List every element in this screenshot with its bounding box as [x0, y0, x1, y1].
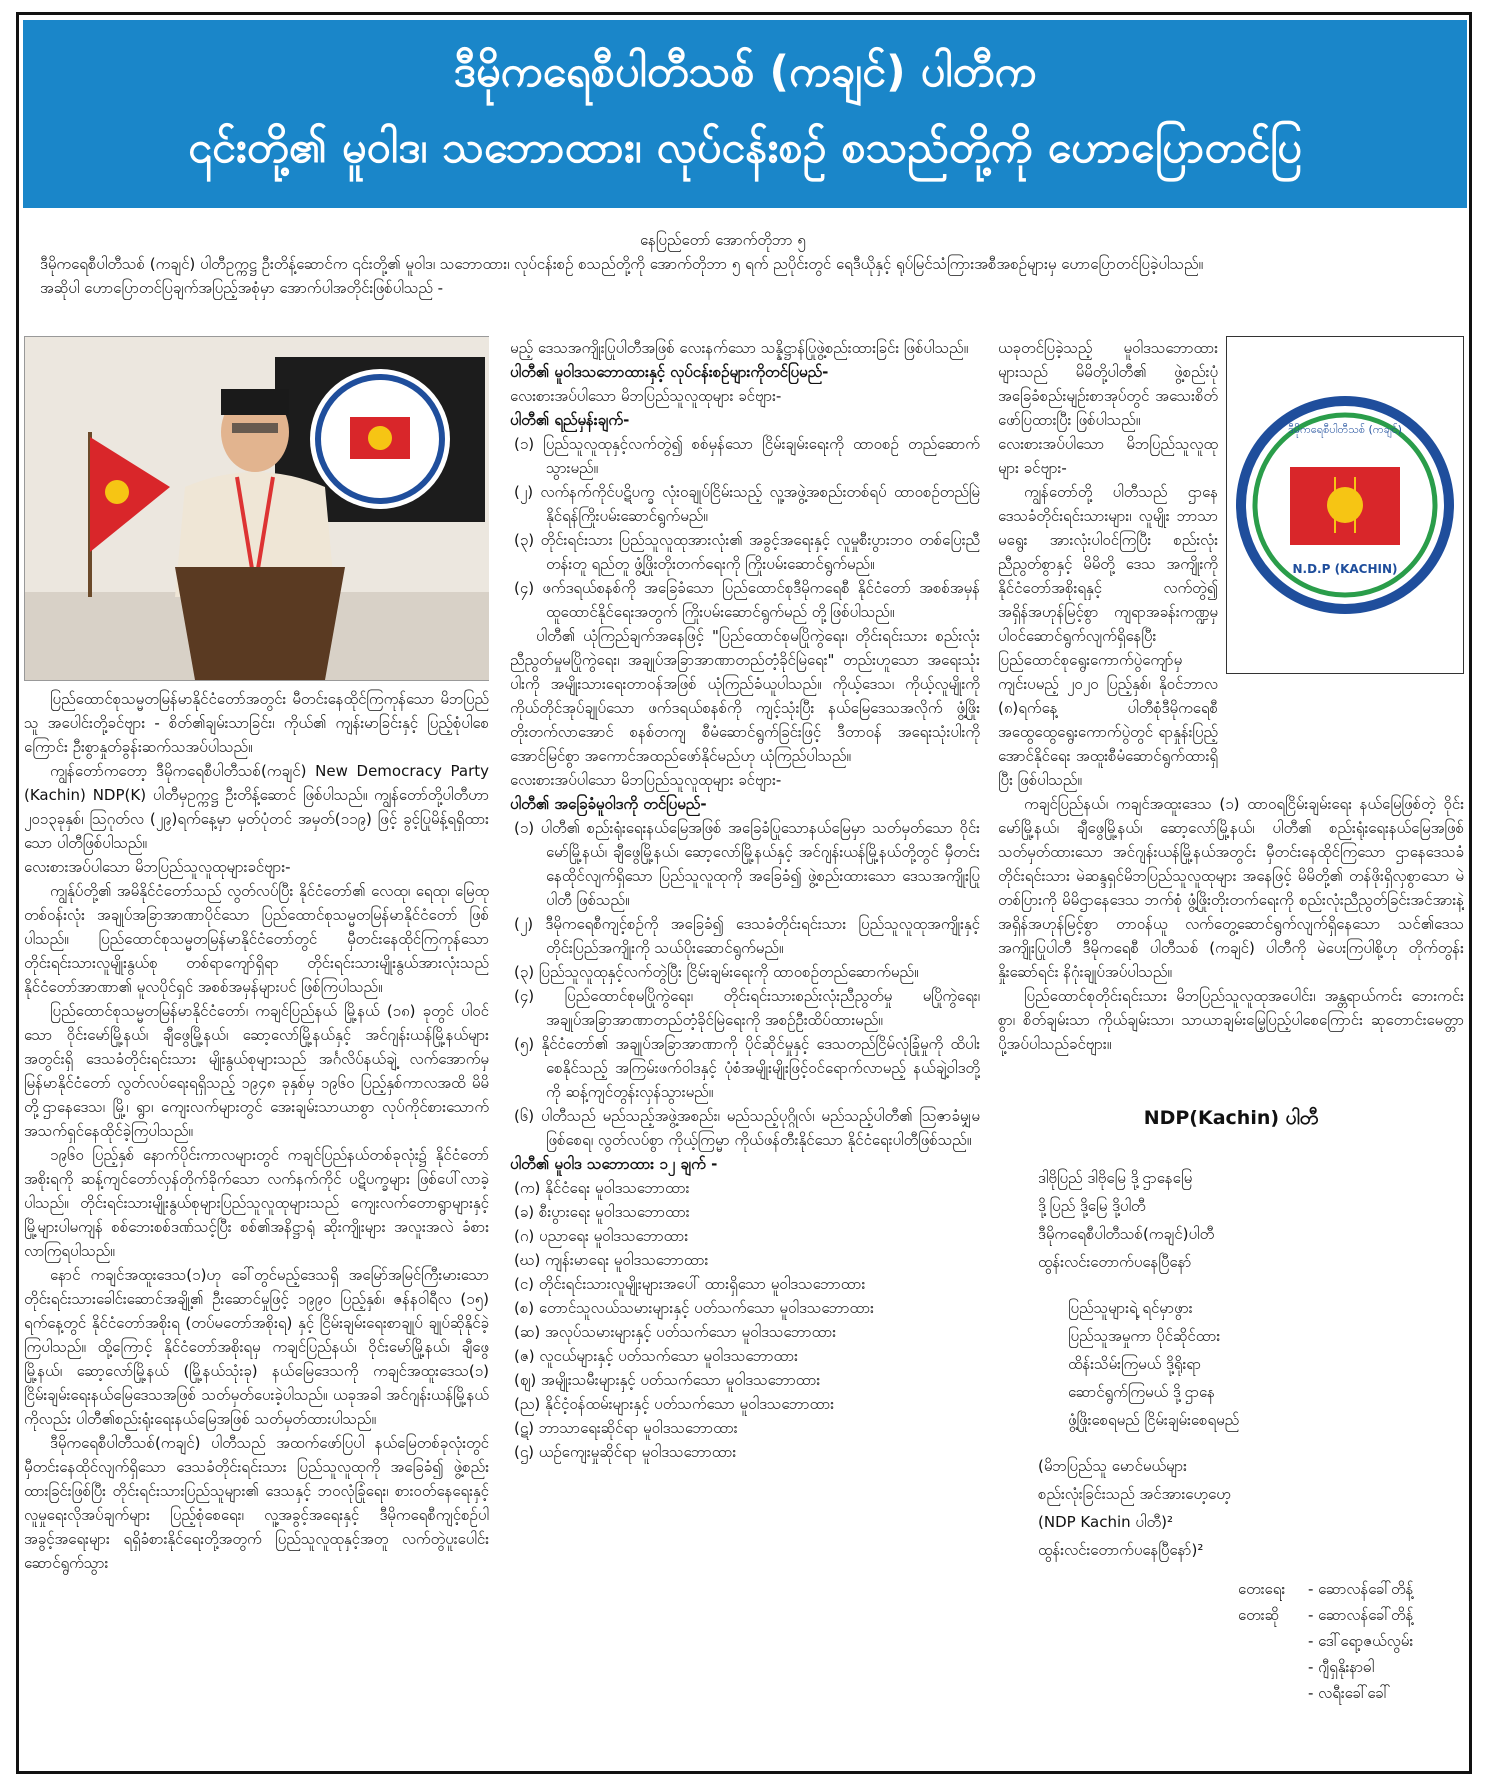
col2-list-item: (ဋ) ဘာသာရေးဆိုင်ရာ မူဝါဒသဘောထား [514, 1419, 738, 1437]
stanza-3-line: (NDP Kachin ပါတီ)² [1038, 1513, 1174, 1531]
col2-paragraph: ပါတီ၏ ယုံကြည်ချက်အနေဖြင့် "ပြည်ထောင်စုမပြိုကွဲရေး၊ တိုင်းရင်းသား စည်းလုံးညီညွတ်မှုမပြိုကွဲရေး၊ အချုပ်အခြာအာဏာတည်တံ့ခိုင်မြဲရေး" တည်းဟူသော အရေးသုံးပါးကို အမျိုးသားရေးတာဝန်အဖြစ် ယုံကြည်ခံယူပါသည်။ ကိုယ့်ဒေသ၊ ကိုယ့်လူမျိုးကို ကိုယ်တိုင်အုပ်ချုပ်သော ဖက်ဒရယ်စနစ်ကို ကျင့်သုံးပြီး နယ်မြေဒေသအလိုက် ဖွံ့ဖြိုးတိုးတက်လာအောင် စနစ်တကျ စီမံဆောင်ရွက်ခြင်းဖြင့် ဒီတာဝန် အရေးသုံးပါးကို အောင်မြင်စွာ အကောင်အထည်ဖော်နိုင်မည်ဟု ယုံကြည်ပါသည်။ [510, 627, 980, 765]
col2-list-item: (ဂ) ပညာရေး မူဝါဒသဘောထား [514, 1227, 689, 1245]
credit-role: တေးဆို [1238, 1606, 1280, 1624]
logo-bottom-text: N.D.P (KACHIN) [1292, 562, 1398, 576]
col2-list-item: (၂) လက်နက်ကိုင်ပဋိပက္ခ လုံးဝချုပ်ငြိမ်းသည့် လူ့အဖွဲ့အစည်းတစ်ရပ် ထာဝစဉ်တည်မြဲနိုင်ရန်ကြိုးပမ်းဆောင်ရွက်မည်။ [514, 483, 980, 525]
stanza-1-line: ထွန်းလင်းတောက်ပနေပြီနော် [1038, 1253, 1192, 1271]
dateline: နေပြည်တော် အောက်တိုဘာ ၅ [640, 231, 806, 249]
stanza-3-line: စည်းလုံးခြင်းသည် အင်အားဟေ့ဟေ့ [1038, 1485, 1231, 1503]
col2-list-item: (ခ) စီးပွားရေး မူဝါဒသဘောထား [514, 1203, 690, 1221]
col1-paragraph: ပြည်ထောင်စုသမ္မတမြန်မာနိုင်ငံတော်၊ ကချင်ပြည်နယ် မြို့နယ် (၁၈) ခုတွင် ပါဝင်သော ဝိုင်းမော်မြို့နယ်၊ ချီဖွေမြို့နယ်၊ ဆော့လော်မြို့နယ်နှင့် အင်ဂျန်းယန်မြို့နယ်များအတွင်းရှိ ဒေသခံတိုင်းရင်းသား မျိုးနွယ်စုများသည် အင်္ဂလိပ်နယ်ချဲ့ လက်အောက်မှ မြန်မာနိုင်ငံတော် လွတ်လပ်ရေးရရှိသည့် ၁၉၄၈ ခုနှစ်မှ ၁၉၆၀ ပြည့်နှစ်ကာလအထိ မိမိတို့ဌာနေဒေသ၊ မြို့၊ ရွာ၊ ကျေးလက်များတွင် အေးချမ်းသာယာစွာ လုပ်ကိုင်စားသောက် အသက်ရှင်နေထိုင်ခဲ့ကြပါသည်။ [24, 1002, 489, 1140]
col1-paragraph: လေးစားအပ်ပါသော မိဘပြည်သူလူထုများခင်ဗျား- [24, 858, 291, 876]
credit-name: - ဆောလန်ခေါ်တိန့် [1308, 1580, 1414, 1598]
col2-list-item: (ဌ) ယဉ်ကျေးမှုဆိုင်ရာ မူဝါဒသဘောထား [514, 1443, 737, 1461]
col2-list-item: (စ) တောင်သူလယ်သမားများနှင့် ပတ်သက်သော မူဝါဒသဘောထား [514, 1299, 874, 1317]
col1-paragraph: ဒီမိုကရေစီပါတီသစ်(ကချင်) ပါတီသည် အထက်ဖော်ပြပါ နယ်မြေတစ်ခုလုံးတွင် မှီတင်းနေထိုင်လျက်ရှိသော ဒေသခံတိုင်းရင်းသား ပြည်သူလူထုကို အခြေခံ၍ ဖွဲ့စည်းထားခြင်းဖြစ်ပြီး တိုင်းရင်းသားပြည်သူများ၏ ဒေသနှင့် ဘဝလုံခြုံရေး၊ စားဝတ်နေရေးနှင့် လူမှုရေးလိုအပ်ချက်များ ပြည့်စုံစေရေး၊ လူ့အခွင့်အရေးနှင့် ဒီမိုကရေစီကျင့်စဉ်ပါ အခွင့်အရေးများ ရရှိခံစားနိုင်ရေးတို့အတွက် ပြည်သူလူထုနှင့်အတူ လက်တွဲပူးပေါင်း ဆောင်ရွက်သွား [24, 1434, 489, 1572]
headline-banner [23, 20, 1467, 208]
col2-subheading: ပါတီ၏ မူဝါဒသဘောထားနှင့် လုပ်ငန်းစဉ်များကိုတင်ပြမည်- [510, 363, 829, 381]
col2-list-item: (၅) နိုင်ငံတော်၏ အချုပ်အခြာအာဏာကို ပိုင်ဆိုင်မှုနှင့် ဒေသတည်ငြိမ်လုံခြုံမှုကို ထိပါးစေနိုင်သည့် အကြမ်းဖက်ဝါဒနှင့် ပုံစံအမျိုးမျိုးဖြင့်ဝင်ရောက်လာမည့် နယ်ချဲ့ဝါဒတို့ကို ဆန့်ကျင်တွန်းလှန်သွားမည်။ [514, 1035, 980, 1101]
credit-row [1238, 1576, 1464, 1602]
col2-list-item: (ဈ) အမျိုးသမီးများနှင့် ပတ်သက်သော မူဝါဒသဘောထား [514, 1371, 821, 1389]
intro [40, 228, 1450, 300]
intro-paragraph-1: ဒီမိုကရေစီပါတီသစ် (ကချင်) ပါတီဥက္ကဋ္ဌ ဦးတိန့်ဆောင်က ၎င်းတို့၏ မူဝါဒ၊ သဘောထား၊ လုပ်ငန်းစဉ် စသည်တို့ကို အောက်တိုဘာ ၅ ရက် ညပိုင်းတွင် ရေဒီယိုနှင့် ရုပ်မြင်သံကြားအစီအစဉ်များမှ ဟောပြောတင်ပြခဲ့ပါသည်။ [40, 255, 1204, 273]
headline-line-2: ၎င်းတို့၏ မူဝါဒ၊ သဘောထား၊ လုပ်ငန်းစဉ် စသည်တို့ကို ဟောပြောတင်ပြ [188, 123, 1302, 173]
col1-paragraph: နောင် ကချင်အထူးဒေသ(၁)ဟု ခေါ်တွင်မည့်ဒေသရှိ အမြော်အမြင်ကြီးမားသော တိုင်းရင်းသားခေါင်းဆောင်အချို့၏ ဦးဆောင်မှုဖြင့် ၁၉၉၀ ပြည့်နှစ်၊ ဇန်နဝါရီလ (၁၅) ရက်နေ့တွင် နိုင်ငံတော်အစိုးရ (တပ်မတော်အစိုးရ) နှင့် ငြိမ်းချမ်းရေးစာချုပ် ချုပ်ဆိုနိုင်ခဲ့ကြပါသည်။ ထို့ကြောင့် နိုင်ငံတော်အစိုးရမှ ကချင်ပြည်နယ်၊ ဝိုင်းမော်မြို့နယ်၊ ချီဖွေမြို့နယ်၊ ဆော့လော်မြို့နယ် (မြို့နယ်သုံးခု) နယ်မြေဒေသကို ကချင်အထူးဒေသ(၁) ငြိမ်းချမ်းရေးနယ်မြေဒေသအဖြစ် သတ်မှတ်ပေးခဲ့ပါသည်။ ယခုအခါ အင်ဂျန်းယန်မြို့နယ်ကိုလည်း ပါတီ၏စည်းရုံးရေးနယ်မြေအဖြစ် သတ်မှတ်ထားပါသည်။ [24, 1266, 489, 1428]
col1-paragraph: ပြည်ထောင်စုသမ္မတမြန်မာနိုင်ငံတော်အတွင်း မီတင်းနေထိုင်ကြကုန်သော မိဘပြည်သူ အပေါင်းတို့ခင်ဗျား - စိတ်၏ချမ်းသာခြင်း၊ ကိုယ်၏ ကျန်းမာခြင်းနှင့် ပြည့်စုံပါစေကြောင်း ဦးစွာနှုတ်ခွန်းဆက်သအပ်ပါသည်။ [24, 690, 489, 756]
col3-paragraph-2: လေးစားအပ်ပါသော မိဘပြည်သူလူထုများ ခင်ဗျား- [998, 435, 1218, 477]
col2-list-item: (၃) ပြည်သူလူထုနှင့်လက်တွဲပြီး ငြိမ်းချမ်းရေးကို ထာဝစဉ်တည်ဆောက်မည်။ [514, 963, 919, 981]
credit-name: - ဂျီရှနိုးနာဓါ [1308, 1658, 1375, 1676]
song-stanza-2 [1068, 1294, 1464, 1434]
headline-line-1: ဒီမိုကရေစီပါတီသစ် (ကချင်) ပါတီက [453, 47, 1037, 97]
column-2-body [510, 336, 980, 1464]
col2-list-item: (က) နိုင်ငံရေး မူဝါဒသဘောထား [514, 1179, 690, 1197]
col2-list-item: (၁) ပါတီ၏ စည်းရုံးရေးနယ်မြေအဖြစ် အခြေခံပြုသောနယ်မြေမှာ သတ်မှတ်သော ဝိုင်းမော်မြို့နယ်၊ ချီဖွေမြို့နယ်၊ ဆော့လော်မြို့နယ်နှင့် အင်ဂျန်းယန်မြို့နယ်တို့တွင် မှီတင်းနေထိုင်လျက်ရှိသော ပြည်သူလူထုကို အခြေခံ၍ ဖွဲ့စည်းထားသော ဒေသအကျိုးပြုပါတီ ဖြစ်သည်။ [514, 819, 980, 909]
credit-role: တေးရေး [1238, 1580, 1286, 1598]
signature-title: NDP(Kachin) ပါတီ [1143, 1107, 1319, 1129]
column-3 [998, 336, 1464, 1756]
col2-list-item: (ဃ) ကျန်းမာရေး မူဝါဒသဘောထား [514, 1251, 709, 1269]
stanza-1-line: ဒါဗိုပြည် ဒါဗိုမြေ ဒို့ဌာနေမြေ [1038, 1169, 1193, 1187]
speaker-photo [24, 336, 489, 681]
col2-subheading: ပါတီ၏ အခြေခံမူဝါဒကို တင်ပြမည်- [510, 795, 707, 813]
col2-list-item: (ဆ) အလုပ်သမားများနှင့် ပတ်သက်သော မူဝါဒသဘောထား [514, 1323, 837, 1341]
stanza-1-line: ဒီမိုကရေစီပါတီသစ်(ကချင်)ပါတီ [1038, 1225, 1215, 1243]
col3-paragraph-4: ကချင်ပြည်နယ်၊ ကချင်အထူးဒေသ (၁) ထာဝရငြိမ်းချမ်းရေး နယ်မြေဖြစ်တဲ့ ဝိုင်းမော်မြို့နယ်၊ ချီဖွေမြို့နယ်၊ ဆော့လော်မြို့နယ်၊ ပါတီ၏ စည်းရုံးရေးနယ်မြေအဖြစ် သတ်မှတ်ထားသော အင်ဂျန်းယန်မြို့နယ်အတွင်း မှီတင်းနေထိုင်ကြသော ဌာနေဒေသခံတိုင်းရင်းသား မဲဆန္ဒရှင်မိဘပြည်သူလူထုများ အနေဖြင့် မိမိတို့၏ တန်ဖိုးရှိလှစွာသော မဲတစ်ပြားကို မိမိဌာနေဒေသ ဘက်စုံ ဖွံ့ဖြိုးတိုးတက်ရေးကို စည်းလုံးညီညွတ်ခြင်းအင်အားနဲ့ အရှိန်အဟုန်မြင့်စွာ တာဝန်ယူ လက်တွေ့ဆောင်ရွက်လျက်ရှိနေသော သင်၏ဒေသအကျိုးပြုပါတီ ဒီမိုကရေစီ ပါတီသစ် (ကချင်) ပါတီကို မဲပေးကြပါစို့ဟု တိုက်တွန်းနှိုးဆော်ရင်း နိဂုံးချုပ်အပ်ပါသည်။ [998, 795, 1464, 981]
stanza-3-line: (မိဘပြည်သူ မောင်မယ်များ [1038, 1457, 1187, 1475]
stanza-1-line: ဒို့ပြည် ဒို့မြေ ဒို့ပါတီ [1038, 1197, 1146, 1215]
credit-name: - ဆောလန်ခေါ်တိန့် [1308, 1606, 1414, 1624]
col2-list-item: (၆) ပါတီသည် မည်သည့်အဖွဲ့အစည်း၊ မည်သည့်ပုဂ္ဂိုလ်၊ မည်သည့်ပါတီ၏ ဩဇာခံမျှမဖြစ်စေရ၊ လွတ်လပ်စွာ ကိုယ့်ကြမ္မာ ကိုယ်ဖန်တီးနိုင်သော နိုင်ငံရေးပါတီဖြစ်သည်။ [514, 1107, 980, 1149]
col2-paragraph: မည့် ဒေသအကျိုးပြုပါတီအဖြစ် လေးနက်သော သန္နိဋ္ဌာန်ပြုဖွဲ့စည်းထားခြင်း ဖြစ်ပါသည်။ [510, 339, 969, 357]
party-logo [1232, 355, 1458, 655]
song-stanza-3 [1038, 1452, 1464, 1564]
intro-paragraph-2: အဆိုပါ ဟောပြောတင်ပြချက်အပြည့်အစုံမှာ အောက်ပါအတိုင်းဖြစ်ပါသည် - [40, 279, 444, 297]
col2-list-item: (၁) ပြည်သူလူထုနှင့်လက်တွဲ၍ စစ်မှန်သော ငြိမ်းချမ်းရေးကို ထာဝစဉ် တည်ဆောက်သွားမည်။ [514, 435, 980, 477]
col2-list-item: (ည) နိုင်ငံ့ဝန်ထမ်းများနှင့် ပတ်သက်သော မူဝါဒသဘောထား [514, 1395, 835, 1413]
col2-list-item: (ဇ) လူငယ်များနှင့် ပတ်သက်သော မူဝါဒသဘောထား [514, 1347, 798, 1365]
song-stanza-1 [1038, 1164, 1464, 1276]
col2-paragraph: လေးစားအပ်ပါသော မိဘပြည်သူလူထုများ ခင်ဗျား- [510, 771, 782, 789]
speaker-photo-illustration [25, 337, 489, 680]
stanza-2-line: ထိန်းသိမ်းကြမယ် ဒို့ရိုးရာ [1068, 1355, 1202, 1373]
col1-paragraph: ကျွန်တော်ကတော့ ဒီမိုကရေစီပါတီသစ်(ကချင်) New Democracy Party (Kachin) NDP(K) ပါတီမှဥက္ကဋ္ဌ ဦးတိန့်ဆောင် ဖြစ်ပါသည်။ ကျွန်တော်တို့ပါတီဟာ ၂၀၁၃ခုနှစ်၊ ဩဂုတ်လ (၂၉)ရက်နေ့မှာ မှတ်ပုံတင် အမှတ်(၁၁၉) ဖြင့် ခွင့်ပြုမိန့်ရရှိထားသော ပါတီဖြစ်ပါသည်။ [24, 762, 489, 852]
column-2 [510, 336, 980, 1756]
col2-list-item: (၄) ပြည်ထောင်စုမပြိုကွဲရေး၊ တိုင်းရင်းသားစည်းလုံးညီညွတ်မှု မပြိုကွဲရေး၊ အချုပ်အခြာအာဏာတည်တံ့ခိုင်မြဲရေးကို အစဉ်ဦးထိပ်ထားမည်။ [514, 987, 980, 1029]
logo-ring-text: ဒီမိုကရေစီပါတီသစ် (ကချင်) [1288, 423, 1402, 436]
column-1-body [24, 687, 489, 1575]
col3-paragraph-5: ပြည်ထောင်စုတိုင်းရင်းသား မိဘပြည်သူလူထုအပေါင်း၊ အန္တရာယ်ကင်း ဘေးကင်းစွာ၊ စိတ်ချမ်းသာ ကိုယ်ချမ်းသာ၊ သာယာချမ်းမြေ့ပြည့်ပါစေကြောင်း ဆုတောင်းမေတ္တာ ပို့အပ်ပါသည်ခင်ဗျား။ [998, 987, 1464, 1053]
stanza-2-line: ပြည်သူအမှုကာ ပိုင်ဆိုင်ထား [1068, 1327, 1221, 1345]
col3-paragraph-1: ယခုတင်ပြခဲ့သည့် မူဝါဒသဘောထားများသည် မိမိတို့ပါတီ၏ ဖွဲ့စည်းပုံ အခြေခံစည်းမျဉ်းစာအုပ်တွင် အသေးစိတ်ဖော်ပြထားပြီး ဖြစ်ပါသည်။ [998, 339, 1218, 429]
column-1 [24, 336, 489, 1756]
col2-list-item: (၂) ဒီမိုကရေစီကျင့်စဉ်ကို အခြေခံ၍ ဒေသခံတိုင်းရင်းသား ပြည်သူလူထုအကျိုးနှင့် တိုင်းပြည်အကျိုးကို သယ်ပိုးဆောင်ရွက်မည်။ [514, 915, 980, 957]
credit-row [1238, 1680, 1464, 1706]
col2-subheading: ပါတီ၏ ရည်မှန်းချက်- [510, 411, 630, 429]
credit-row [1238, 1602, 1464, 1628]
col2-list-item: (င) တိုင်းရင်းသားလူမျိုးများအပေါ် ထားရှိသော မူဝါဒသဘောထား [514, 1275, 866, 1293]
party-logo-box [1226, 336, 1464, 674]
stanza-2-line: ဆောင်ရွက်ကြမယ် ဒို့ဌာနေ [1068, 1383, 1215, 1401]
stanza-2-line: ပြည်သူများရဲ့ ရင်မှာဖွား [1068, 1299, 1193, 1317]
col3-paragraph-3: ကျွန်တော်တို့ ပါတီသည် ဌာနေ ဒေသခံတိုင်းရင်းသားများ၊ လူမျိုး ဘာသာမရွေး အားလုံးပါဝင်ကြပြီး စည်းလုံးညီညွတ်စွာနှင့် မိမိတို့ ဒေသ အကျိုးကို နိုင်ငံတော်အစိုးရနှင့် လက်တွဲ၍ အရှိန်အဟုန်မြင့်စွာ ကျရာအခန်းကဏ္ဍမှ ပါဝင်ဆောင်ရွက်လျက်ရှိနေပြီး ပြည်ထောင်စုရွေးကောက်ပွဲကျော်မှ ကျင်းပမည့် ၂၀၂၀ ပြည့်နှစ်၊ နိုဝင်ဘာလ (၈)ရက်နေ့ ပါတီစုံဒီမိုကရေစီ အထွေထွေရွေးကောက်ပွဲတွင် ရာနှုန်းပြည့်အောင်နိုင်ရေး အထူးစီမံဆောင်ရွက်ထားရှိပြီး ဖြစ်ပါသည်။ [998, 483, 1218, 789]
credit-name: - လရီးခေါ်ခေါ် [1308, 1684, 1391, 1702]
col1-paragraph: ကျွန်ုပ်တို့၏ အမိနိုင်ငံတော်သည် လွတ်လပ်ပြီး နိုင်ငံတော်၏ လေထု၊ ရေထု၊ မြေထုတစ်ဝန်းလုံး အချုပ်အခြာအာဏာပိုင်သော ပြည်ထောင်စုသမ္မတမြန်မာနိုင်ငံတော် ဖြစ်ပါသည်။ ပြည်ထောင်စုသမ္မတမြန်မာနိုင်ငံတော်တွင် မှီတင်းနေထိုင်ကြကုန်သော တိုင်းရင်းသားလူမျိုးနွယ်စု တစ်ရာကျော်ရှိရာ တိုင်းရင်းသားမျိုးနွယ်အားလုံးသည် နိုင်ငံတော်အာဏာ၏ မူလပိုင်ရှင် အစစ်အမှန်များပင် ဖြစ်ကြပါသည်။ [24, 882, 489, 996]
stanza-3-line: ထွန်းလင်းတောက်ပနေပြီနော်)² [1038, 1541, 1204, 1559]
col2-subheading: ပါတီ၏ မူဝါဒ သဘောထား ၁၂ ချက် - [510, 1155, 718, 1173]
credit-row [1238, 1628, 1464, 1654]
col2-list-item: (၃) တိုင်းရင်းသား ပြည်သူလူထုအားလုံး၏ အခွင့်အရေးနှင့် လူမှုစီးပွားဘဝ တစ်ပြေးညီတန်းတူ ရည်တူ ဖွံ့ဖြိုးတိုးတက်ရေးကို ကြိုးပမ်းဆောင်ရွက်မည်။ [514, 531, 980, 573]
col2-paragraph: လေးစားအပ်ပါသော မိဘပြည်သူလူထုများ ခင်ဗျား- [510, 387, 782, 405]
stanza-2-line: ဖွံ့ဖြိုးစေရမည် ငြိမ်းချမ်းစေရမည် [1068, 1411, 1240, 1429]
credit-row [1238, 1654, 1464, 1680]
credit-name: - ဒေါ်ရော့ဇယ်လွမ်း [1308, 1632, 1414, 1650]
song-credits [1238, 1576, 1464, 1706]
col1-paragraph: ၁၉၆၀ ပြည့်နှစ် နောက်ပိုင်းကာလများတွင် ကချင်ပြည်နယ်တစ်ခုလုံး၌ နိုင်ငံတော်အစိုးရကို ဆန့်ကျင်တော်လှန်တိုက်ခိုက်သော လက်နက်ကိုင် ပဋိပက္ခများ ဖြစ်ပေါ်လာခဲ့ပါသည်။ တိုင်းရင်းသားမျိုးနွယ်စုများပြည်သူလူထုများသည် ကျေးလက်တောရွာများနှင့် မြို့များပါမကျန် စစ်ဘေးစစ်ဒဏ်သင့်ပြီး စစ်၏အနိဋ္ဌာရုံ ဆိုးကျိုးများ အလူးအလဲ ခံစားလာကြရပါသည်။ [24, 1146, 489, 1260]
col2-list-item: (၄) ဖက်ဒရယ်စနစ်ကို အခြေခံသော ပြည်ထောင်စုဒီမိုကရေစီ နိုင်ငံတော် အစစ်အမှန်ထူထောင်နိုင်ရေးအတွက် ကြိုးပမ်းဆောင်ရွက်မည် တို့ဖြစ်ပါသည်။ [514, 579, 980, 621]
